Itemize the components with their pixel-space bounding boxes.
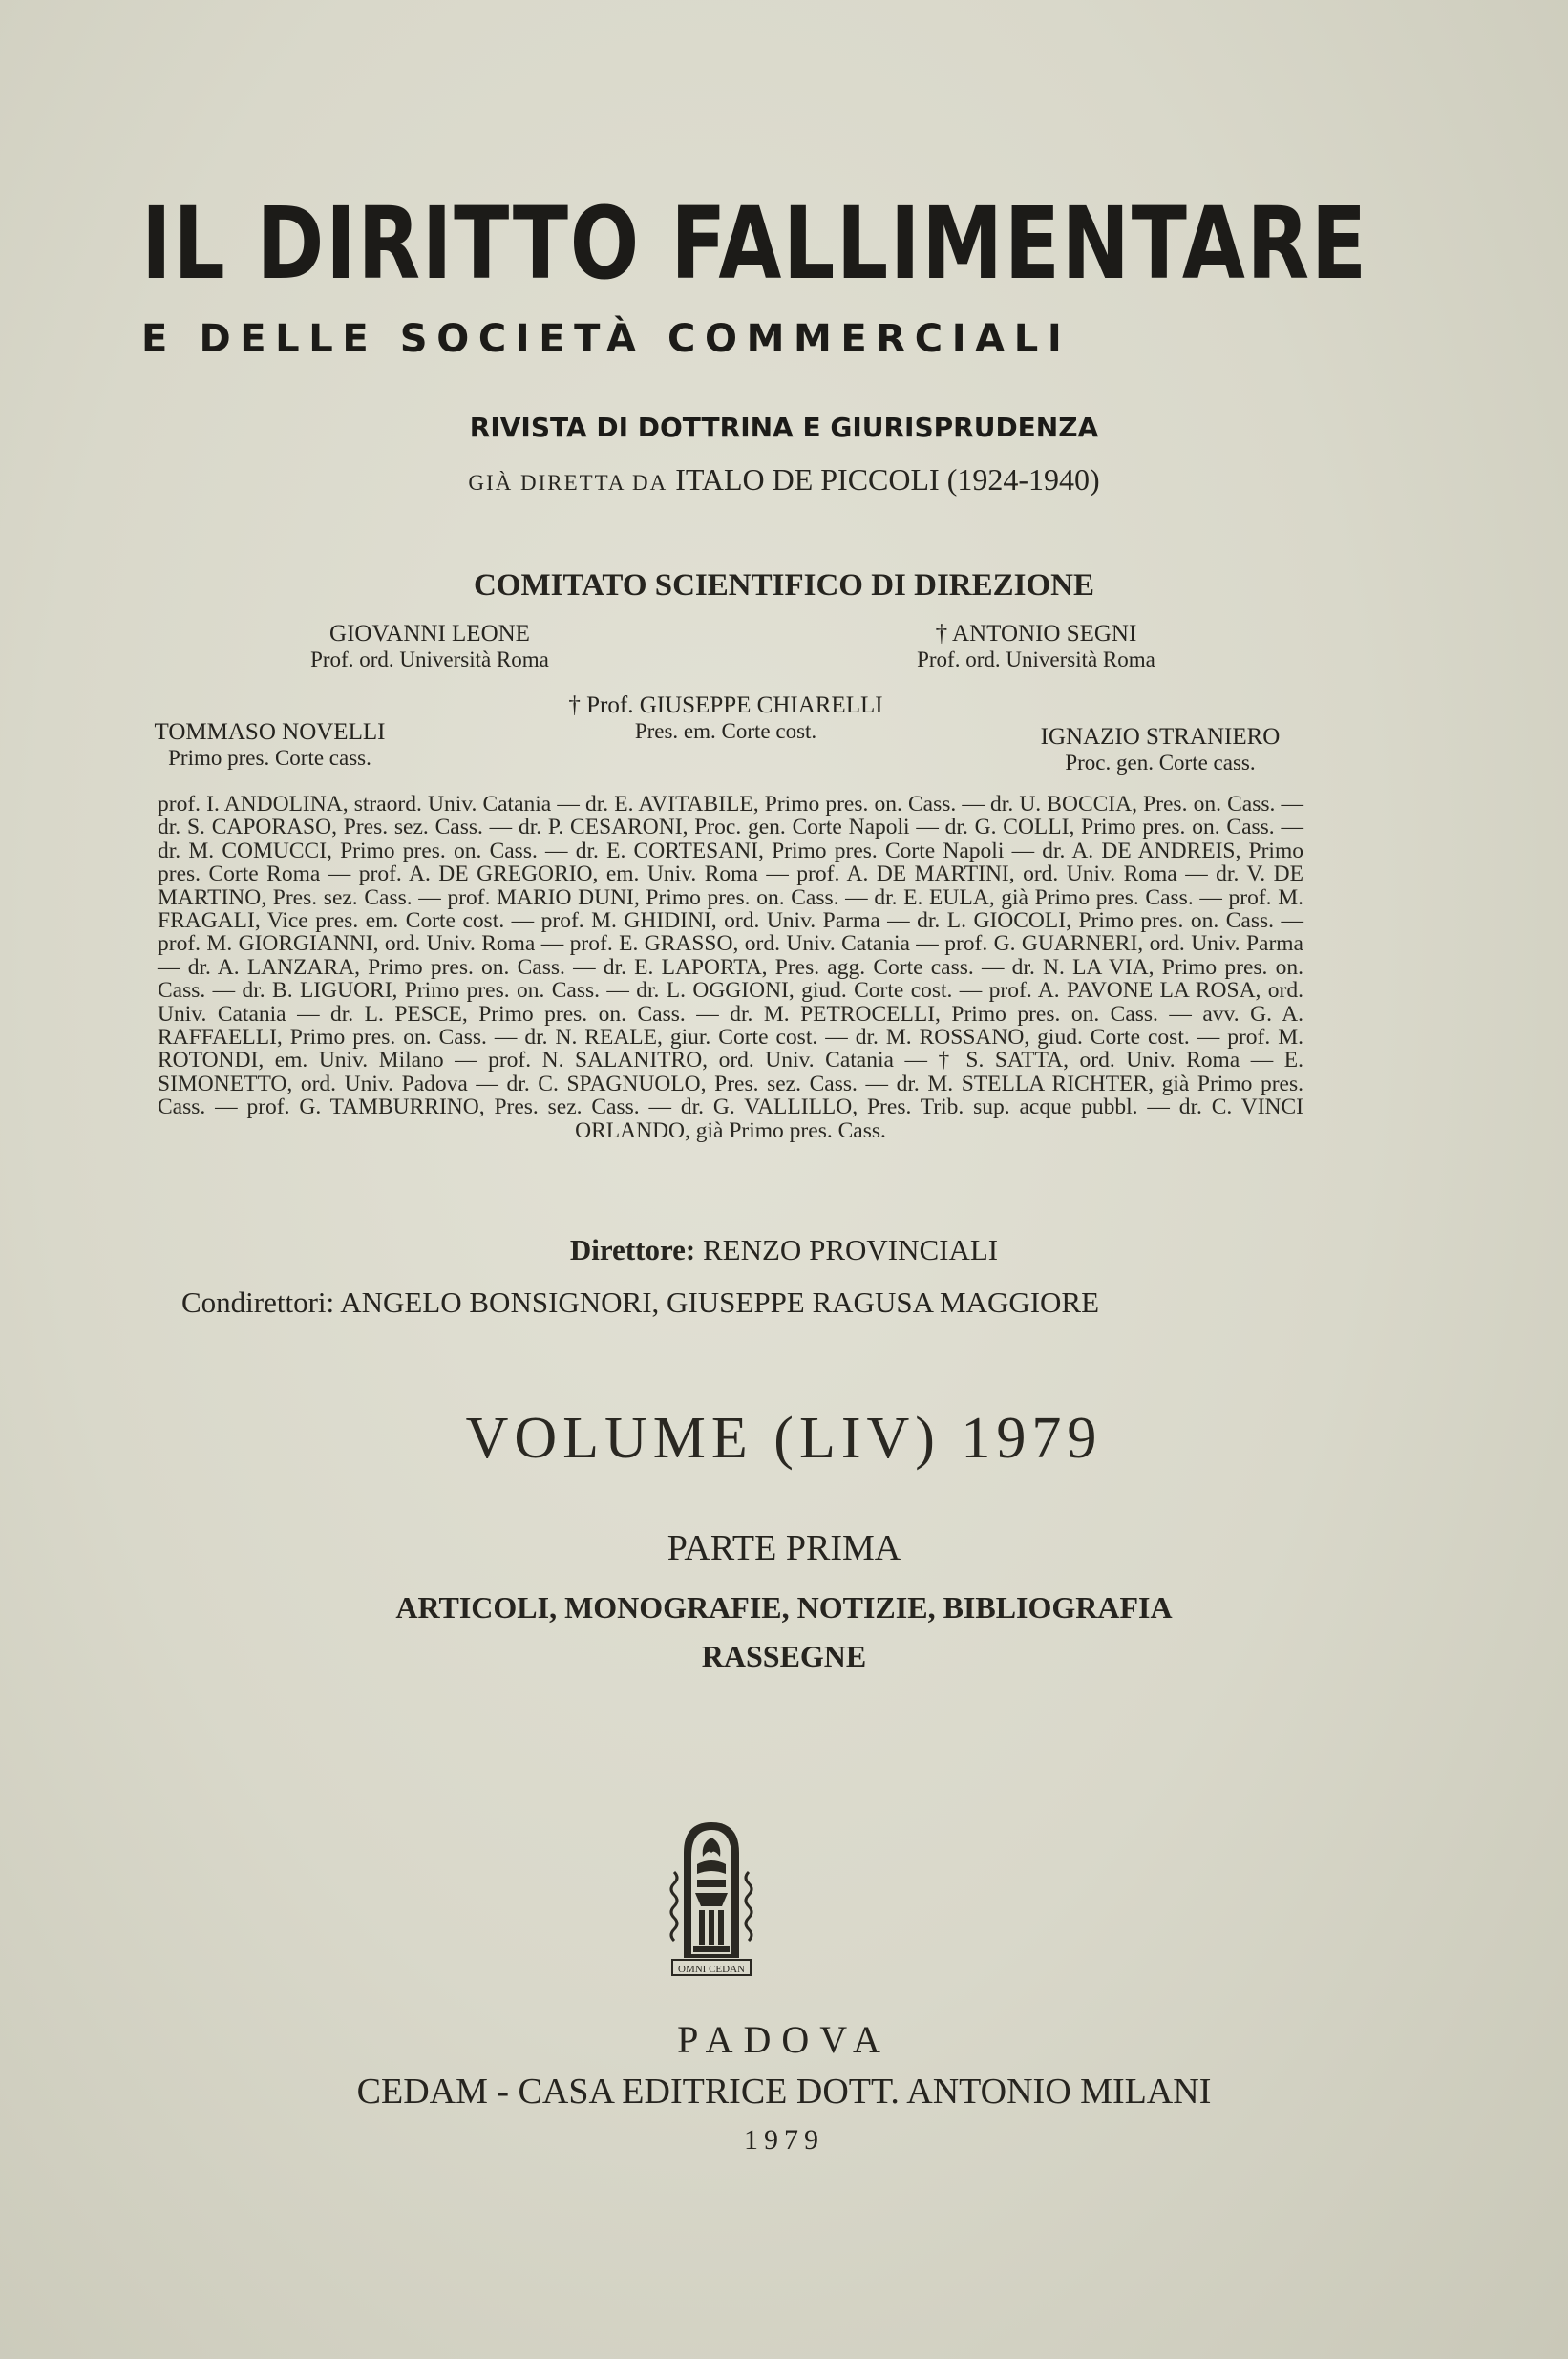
- member-name: † ANTONIO SEGNI: [935, 621, 1137, 647]
- journal-title: IL DIRITTO FALLIMENTARE: [141, 185, 1368, 302]
- member-name: IGNAZIO STRANIERO: [1040, 724, 1281, 750]
- codirectors-names: ANGELO BONSIGNORI, GIUSEPPE RAGUSA MAGGIORE: [340, 1286, 1100, 1319]
- codirectors-label: Condirettori:: [181, 1286, 335, 1319]
- member-name: GIOVANNI LEONE: [329, 621, 530, 647]
- committee-member: [253, 621, 606, 672]
- contents-line-2: RASSEGNE: [701, 1639, 867, 1673]
- journal-tagline: RIVISTA DI DOTTRINA E GIURISPRUDENZA: [469, 412, 1099, 443]
- member-role: Proc. gen. Corte cass.: [1065, 751, 1256, 775]
- volume-title: VOLUME (LIV) 1979: [465, 1406, 1103, 1471]
- member-role: Pres. em. Corte cost.: [634, 719, 817, 743]
- director-line: [0, 1232, 1568, 1268]
- director-label: Direttore:: [569, 1233, 696, 1266]
- founder-name: ITALO DE PICCOLI (1924-1940): [675, 462, 1100, 497]
- committee-heading: COMITATO SCIENTIFICO DI DIREZIONE: [473, 568, 1095, 603]
- committee-member: [855, 621, 1218, 672]
- founder-line: [0, 460, 1568, 502]
- publisher-emblem-icon: [655, 1815, 768, 1987]
- part-title: PARTE PRIMA: [667, 1528, 901, 1568]
- member-name: TOMMASO NOVELLI: [154, 719, 386, 745]
- committee-members-list: prof. I. ANDOLINA, straord. Univ. Catania — dr. E. AVITABILE, Primo pres. on. Cass. — dr. U. BOCCIA, Pres. on. Cass. — dr. S. CAPORASO, Pres. sez. Cass. — dr. P. CESARONI, Proc. gen. Corte Napoli — dr. G. COLLI, Primo pres. on. Cass. — dr. M. COMUCCI, Primo pres. on. Cass. — dr. E. CORTESANI, Primo pres. Corte Napoli — dr. A. DE ANDREIS, Primo pres. Corte Roma — prof. A. DE GREGORIO, em. Univ. Roma — prof. A. DE MARTINI, ord. Univ. Roma — dr. V. DE MARTINO, Pres. sez. Cass. — prof. MARIO DUNI, Primo pres. on. Cass. — dr. E. EULA, già Primo pres. Cass. — prof. M. FRAGALI, Vice pres. em. Corte cost. — prof. M. GHIDINI, ord. Univ. Parma — dr. L. GIOCOLI, Primo pres. on. Cass. — prof. M. GIORGIANNI, ord. Univ. Roma — prof. E. GRASSO, ord. Univ. Catania — prof. G. GUARNERI, ord. Univ. Parma — dr. A. LANZARA, Primo pres. on. Cass. — dr. E. LAPORTA, Pres. agg. Corte cass. — dr. N. LA VIA, Primo pres. on. Cass. — dr. B. LIGUORI, Primo pres. on. Cass. — dr. L. OGGIONI, giud. Corte cost. — prof. A. PAVONE LA ROSA, ord. Univ. Catania — dr. L. PESCE, Primo pres. on. Cass. — dr. M. PETROCELLI, Primo pres. on. Cass. — avv. G. A. RAFFAELLI, Primo pres. on. Cass. — dr. N. REALE, giur. Corte cost. — dr. M. ROSSANO, giud. Corte cost. — prof. M. ROTONDI, em. Univ. Milano — prof. N. SALANITRO, ord. Univ. Catania — † S. SATTA, ord. Univ. Roma — E. SIMONETTO, ord. Univ. Padova — dr. C. SPAGNUOLO, Pres. sez. Cass. — dr. M. STELLA RICHTER, già Primo pres. Cass. — prof. G. TAMBURRINO, Pres. sez. Cass. — dr. G. VALLILLO, Pres. Trib. sup. acque pubbl. — dr. C. VINCI ORLANDO, già Primo pres. Cass.: [158, 792, 1303, 1143]
- director-name: RENZO PROVINCIALI: [703, 1233, 999, 1266]
- committee-member: [1017, 724, 1303, 776]
- member-name: † Prof. GIUSEPPE CHIARELLI: [568, 692, 883, 718]
- member-role: Primo pres. Corte cass.: [168, 746, 371, 770]
- committee-member: [138, 719, 401, 771]
- logo-motto: OMNI CEDAN: [678, 1964, 745, 1975]
- journal-subtitle: E DELLE SOCIETÀ COMMERCIALI: [141, 317, 1071, 361]
- member-role: Prof. ord. Università Roma: [917, 648, 1155, 671]
- publisher-city: PADOVA: [677, 2018, 891, 2061]
- member-role: Prof. ord. Università Roma: [310, 648, 549, 671]
- publisher-name: CEDAM - CASA EDITRICE DOTT. ANTONIO MILANI: [356, 2072, 1212, 2112]
- codirectors-line: [181, 1285, 1099, 1321]
- publication-year: 1979: [744, 2124, 824, 2156]
- founder-prefix: GIÀ DIRETTA DA: [468, 471, 668, 495]
- contents-line: ARTICOLI, MONOGRAFIE, NOTIZIE, BIBLIOGRAFIA: [395, 1590, 1173, 1625]
- committee-member: [520, 692, 931, 744]
